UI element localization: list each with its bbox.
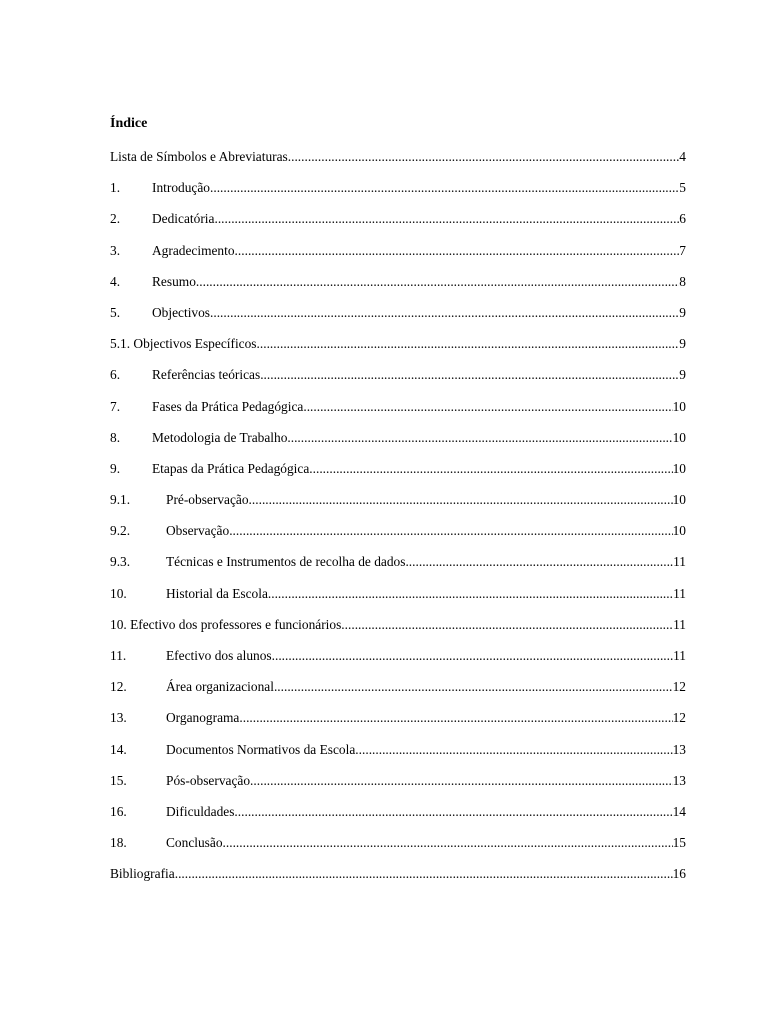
toc-entry-label: Fases da Prática Pedagógica	[152, 398, 304, 414]
toc-entry-number: 16.	[110, 803, 127, 819]
toc-entry[interactable]	[110, 335, 686, 366]
toc-entry-label: Pré-observação	[166, 492, 249, 508]
toc-entry-page-number: 11	[673, 648, 686, 663]
toc-entry-page-number: 9	[679, 336, 686, 352]
toc-title: Índice	[110, 116, 148, 131]
toc-entry[interactable]	[110, 148, 686, 179]
toc-entry-number: 11.	[110, 648, 127, 663]
toc-dot-leader	[210, 304, 679, 322]
toc-list	[110, 148, 686, 897]
toc-entry[interactable]	[110, 366, 686, 397]
toc-entry[interactable]	[110, 398, 686, 429]
toc-entry[interactable]	[110, 741, 686, 772]
toc-entry-number: 8.	[110, 429, 121, 445]
toc-entry-page-number: 10	[672, 460, 686, 476]
toc-entry-page-number: 4	[679, 149, 686, 164]
toc-dot-leader	[260, 366, 679, 384]
toc-entry-number: 5.	[110, 304, 121, 320]
toc-entry[interactable]	[110, 304, 686, 335]
toc-dot-leader	[274, 678, 673, 696]
toc-entry-label: Referências teóricas	[152, 367, 261, 383]
toc-entry-number: 6.	[110, 367, 121, 383]
toc-entry-page-number: 10	[672, 492, 686, 508]
toc-entry[interactable]	[110, 865, 686, 896]
toc-entry[interactable]	[110, 553, 686, 584]
toc-entry-page-number: 16	[672, 866, 686, 882]
toc-entry-label: Conclusão	[166, 835, 223, 851]
toc-entry[interactable]	[110, 678, 686, 709]
toc-entry-page-number: 10	[672, 429, 686, 445]
toc-entry-number: 15.	[110, 772, 127, 788]
toc-entry-number: 13.	[110, 710, 127, 726]
toc-entry-label: 5.1. Objectivos Específicos	[110, 336, 257, 352]
toc-dot-leader	[210, 179, 679, 197]
toc-entry-page-number: 6	[679, 211, 686, 227]
toc-entry-page-number: 11	[673, 554, 686, 570]
toc-entry-number: 1.	[110, 180, 121, 196]
toc-entry-number: 3.	[110, 242, 121, 258]
toc-dot-leader	[196, 273, 679, 291]
toc-dot-leader	[309, 460, 672, 478]
toc-dot-leader	[239, 709, 672, 727]
toc-entry-page-number: 10	[672, 398, 686, 414]
toc-entry-number: 9.2.	[110, 523, 131, 539]
toc-entry-page-number: 13	[672, 741, 686, 757]
toc-dot-leader	[234, 803, 672, 821]
toc-entry-label: Metodologia de Trabalho	[152, 429, 288, 445]
toc-entry[interactable]	[110, 179, 686, 210]
toc-entry-number: 7.	[110, 398, 121, 414]
toc-dot-leader	[249, 491, 673, 509]
toc-entry-number: 4.	[110, 273, 121, 289]
toc-entry[interactable]	[110, 709, 686, 740]
toc-entry-page-number: 14	[672, 803, 686, 819]
toc-entry-label: Organograma	[166, 710, 240, 726]
toc-dot-leader	[223, 834, 673, 852]
toc-entry-page-number: 9	[679, 304, 686, 320]
toc-dot-leader	[303, 398, 672, 416]
toc-entry-page-number: 11	[673, 616, 686, 632]
toc-dot-leader	[229, 522, 672, 540]
toc-dot-leader	[235, 242, 680, 260]
toc-entry-label: Dificuldades	[166, 803, 235, 819]
toc-entry-number: 18.	[110, 835, 127, 851]
toc-dot-leader	[355, 741, 672, 759]
toc-dot-leader	[272, 647, 673, 665]
toc-entry[interactable]	[110, 616, 686, 647]
toc-entry[interactable]	[110, 522, 686, 553]
toc-entry-number: 14.	[110, 741, 127, 757]
toc-entry-label: Etapas da Prática Pedagógica	[152, 460, 310, 476]
toc-dot-leader	[214, 210, 679, 228]
toc-entry[interactable]	[110, 429, 686, 460]
toc-entry-page-number: 13	[672, 772, 686, 788]
toc-entry-label: Pós-observação	[166, 772, 251, 788]
toc-entry-label: Objectivos	[152, 304, 211, 320]
toc-entry-number: 9.1.	[110, 492, 131, 508]
toc-entry-label: Agradecimento	[152, 242, 235, 258]
toc-entry-page-number: 7	[679, 242, 686, 258]
toc-dot-leader	[175, 865, 673, 883]
toc-dot-leader	[257, 335, 680, 353]
toc-entry-page-number: 8	[679, 273, 686, 289]
toc-entry[interactable]	[110, 242, 686, 273]
toc-entry[interactable]	[110, 273, 686, 304]
toc-entry-number: 9.	[110, 460, 121, 476]
toc-entry-label: Técnicas e Instrumentos de recolha de dados	[166, 554, 406, 570]
toc-entry-page-number: 15	[672, 835, 686, 851]
toc-entry-page-number: 9	[679, 367, 686, 383]
toc-entry-number: 12.	[110, 679, 127, 695]
toc-dot-leader	[405, 553, 673, 571]
toc-dot-leader	[288, 148, 680, 166]
toc-entry[interactable]	[110, 491, 686, 522]
toc-entry[interactable]	[110, 772, 686, 803]
toc-entry-label: Bibliografia	[110, 866, 175, 882]
toc-entry-label: Resumo	[152, 273, 196, 289]
toc-entry-label: Historial da Escola	[166, 585, 268, 601]
toc-entry-label: Observação	[166, 523, 230, 539]
toc-entry-number: 2.	[110, 211, 121, 227]
toc-dot-leader	[250, 772, 673, 790]
toc-entry-label: Introdução	[152, 180, 211, 196]
toc-entry-page-number: 12	[672, 679, 686, 695]
toc-entry[interactable]	[110, 460, 686, 491]
toc-entry-page-number: 5	[679, 180, 686, 196]
toc-entry-page-number: 11	[673, 585, 686, 601]
toc-entry[interactable]	[110, 834, 686, 865]
toc-entry-label: Documentos Normativos da Escola	[166, 741, 356, 757]
toc-entry-label: Efectivo dos alunos	[166, 648, 272, 663]
toc-entry[interactable]	[110, 803, 686, 834]
toc-entry-page-number: 10	[672, 523, 686, 539]
toc-dot-leader	[287, 429, 672, 447]
toc-entry-label: Dedicatória	[152, 211, 215, 227]
toc-entry[interactable]	[110, 647, 686, 678]
toc-entry[interactable]	[110, 585, 686, 616]
toc-entry[interactable]	[110, 210, 686, 241]
toc-entry-page-number: 12	[672, 710, 686, 726]
toc-entry-label: Lista de Símbolos e Abreviaturas	[110, 149, 288, 164]
toc-entry-number: 9.3.	[110, 554, 131, 570]
toc-entry-label: Área organizacional	[166, 679, 274, 695]
toc-entry-label: 10. Efectivo dos professores e funcionários	[110, 616, 342, 632]
toc-dot-leader	[268, 585, 673, 603]
toc-dot-leader	[341, 616, 673, 634]
toc-entry-number: 10.	[110, 585, 127, 601]
